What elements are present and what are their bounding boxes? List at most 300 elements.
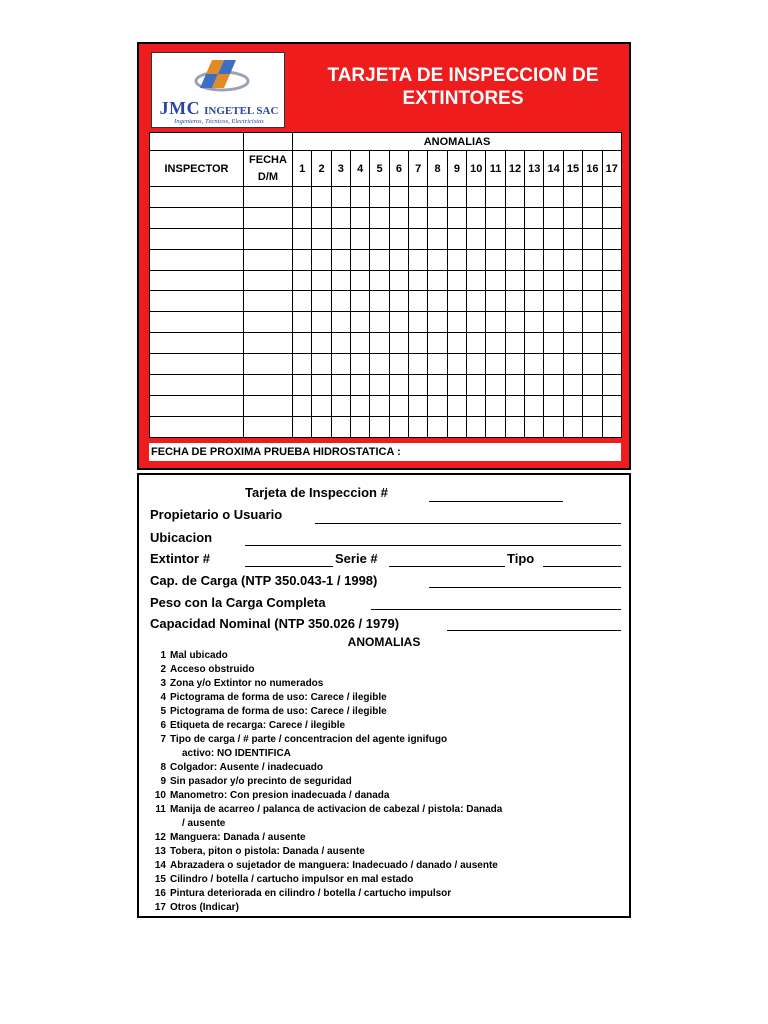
anomaly-cell[interactable]	[331, 375, 350, 396]
anomaly-cell[interactable]	[544, 270, 563, 291]
anomaly-cell[interactable]	[602, 395, 621, 416]
anomaly-cell[interactable]	[505, 416, 524, 437]
anomaly-cell[interactable]	[370, 228, 389, 249]
table-row	[150, 333, 622, 354]
anomaly-item-number	[150, 817, 170, 831]
anomaly-cell[interactable]	[312, 395, 331, 416]
anomaly-cell[interactable]	[312, 312, 331, 333]
anomaly-cell[interactable]	[486, 375, 505, 396]
anomaly-cell[interactable]	[583, 207, 602, 228]
anomaly-cell[interactable]	[544, 333, 563, 354]
anomaly-cell[interactable]	[486, 312, 505, 333]
anomaly-cell[interactable]	[563, 249, 582, 270]
anomaly-cell[interactable]	[467, 249, 486, 270]
anomaly-cell[interactable]	[293, 312, 312, 333]
anomaly-cell[interactable]	[602, 228, 621, 249]
anomaly-cell[interactable]	[486, 291, 505, 312]
anomaly-cell[interactable]	[293, 228, 312, 249]
anomaly-item-number: 15	[154, 874, 166, 885]
anomaly-cell[interactable]	[428, 187, 447, 208]
anomaly-cell[interactable]	[331, 291, 350, 312]
anomaly-cell[interactable]	[447, 249, 466, 270]
anomaly-cell[interactable]	[563, 395, 582, 416]
anomaly-cell[interactable]	[544, 354, 563, 375]
list-item	[150, 901, 620, 915]
anomaly-cell[interactable]	[389, 249, 408, 270]
anomaly-number-header: 17	[602, 151, 621, 187]
anomaly-cell[interactable]	[486, 333, 505, 354]
anomaly-cell[interactable]	[389, 312, 408, 333]
anomaly-cell[interactable]	[370, 291, 389, 312]
anomaly-cell[interactable]	[370, 270, 389, 291]
ubicacion-label: Ubicacion	[150, 530, 213, 545]
anomaly-cell[interactable]	[389, 375, 408, 396]
anomaly-cell[interactable]	[331, 249, 350, 270]
anomaly-cell[interactable]	[583, 354, 602, 375]
anomaly-number-header: 14	[544, 151, 563, 187]
anomaly-cell[interactable]	[602, 270, 621, 291]
anomaly-cell[interactable]	[563, 270, 582, 291]
anomaly-cell[interactable]	[409, 249, 428, 270]
inspector-cell[interactable]	[150, 395, 244, 416]
anomaly-cell[interactable]	[428, 291, 447, 312]
anomaly-cell[interactable]	[447, 375, 466, 396]
anomaly-cell[interactable]	[602, 333, 621, 354]
inspector-cell[interactable]	[150, 333, 244, 354]
inspector-cell[interactable]	[150, 270, 244, 291]
anomaly-cell[interactable]	[544, 207, 563, 228]
anomaly-item-number: 14	[154, 860, 166, 871]
anomaly-item-text: Manija de acarreo / palanca de activacion de cabezal / pistola: Danada	[170, 804, 503, 815]
anomaly-cell[interactable]	[467, 416, 486, 437]
anomaly-cell[interactable]	[389, 395, 408, 416]
inspector-cell[interactable]	[150, 207, 244, 228]
extintor-field-line[interactable]	[245, 566, 333, 567]
anomaly-cell[interactable]	[331, 416, 350, 437]
anomaly-cell[interactable]	[409, 375, 428, 396]
date-cell[interactable]	[244, 312, 293, 333]
anomaly-cell[interactable]	[467, 207, 486, 228]
anomaly-cell[interactable]	[293, 207, 312, 228]
anomaly-cell[interactable]	[467, 395, 486, 416]
table-row	[150, 249, 622, 270]
anomaly-cell[interactable]	[544, 395, 563, 416]
cap-carga-label: Cap. de Carga (NTP 350.043-1 / 1998)	[150, 573, 378, 588]
anomaly-cell[interactable]	[447, 207, 466, 228]
anomaly-cell[interactable]	[505, 291, 524, 312]
anomaly-cell[interactable]	[428, 354, 447, 375]
anomaly-cell[interactable]	[486, 249, 505, 270]
tarjeta-label: Tarjeta de Inspeccion #	[245, 485, 388, 500]
anomaly-cell[interactable]	[525, 416, 544, 437]
anomaly-cell[interactable]	[447, 354, 466, 375]
anomaly-cell[interactable]	[389, 354, 408, 375]
anomaly-cell[interactable]	[563, 187, 582, 208]
anomaly-cell[interactable]	[447, 187, 466, 208]
anomaly-cell[interactable]	[525, 333, 544, 354]
anomaly-cell[interactable]	[409, 333, 428, 354]
anomaly-cell[interactable]	[563, 354, 582, 375]
anomaly-cell[interactable]	[370, 187, 389, 208]
anomaly-cell[interactable]	[486, 395, 505, 416]
anomaly-number-header: 9	[447, 151, 466, 187]
anomaly-cell[interactable]	[293, 354, 312, 375]
anomaly-cell[interactable]	[409, 291, 428, 312]
date-cell[interactable]	[244, 228, 293, 249]
table-row	[150, 270, 622, 291]
anomaly-cell[interactable]	[525, 207, 544, 228]
anomaly-cell[interactable]	[312, 187, 331, 208]
anomaly-cell[interactable]	[351, 228, 370, 249]
anomaly-cell[interactable]	[370, 207, 389, 228]
anomaly-cell[interactable]	[293, 375, 312, 396]
anomaly-cell[interactable]	[505, 228, 524, 249]
anomaly-item-number: 17	[154, 902, 166, 913]
anomaly-cell[interactable]	[486, 207, 505, 228]
peso-label: Peso con la Carga Completa	[150, 595, 326, 610]
anomaly-cell[interactable]	[351, 207, 370, 228]
list-item	[150, 649, 620, 663]
anomaly-cell[interactable]	[351, 333, 370, 354]
anomaly-cell[interactable]	[525, 312, 544, 333]
anomaly-cell[interactable]	[563, 207, 582, 228]
anomaly-cell[interactable]	[331, 207, 350, 228]
anomaly-cell[interactable]	[505, 354, 524, 375]
logo-company-name	[152, 98, 286, 119]
inspector-cell[interactable]	[150, 354, 244, 375]
anomaly-cell[interactable]	[467, 187, 486, 208]
anomaly-cell[interactable]	[428, 416, 447, 437]
tipo-label: Tipo	[507, 551, 535, 566]
table-row	[150, 375, 622, 396]
anomaly-cell[interactable]	[447, 395, 466, 416]
date-cell[interactable]	[244, 333, 293, 354]
anomaly-cell[interactable]	[505, 312, 524, 333]
anomaly-cell[interactable]	[293, 416, 312, 437]
anomaly-item-number: 11	[155, 804, 166, 815]
anomaly-cell[interactable]	[583, 249, 602, 270]
anomaly-cell[interactable]	[409, 395, 428, 416]
anomaly-number-header: 4	[351, 151, 370, 187]
anomaly-cell[interactable]	[525, 291, 544, 312]
anomaly-cell[interactable]	[447, 416, 466, 437]
anomaly-cell[interactable]	[563, 312, 582, 333]
anomaly-cell[interactable]	[486, 354, 505, 375]
anomaly-cell[interactable]	[409, 416, 428, 437]
anomaly-cell[interactable]	[602, 312, 621, 333]
date-cell[interactable]	[244, 187, 293, 208]
anomaly-cell[interactable]	[544, 228, 563, 249]
anomaly-item-text: Tipo de carga / # parte / concentracion del agente ignifugo	[170, 734, 448, 745]
ubicacion-field-line[interactable]	[245, 545, 621, 546]
capacidad-field-line[interactable]	[447, 630, 621, 631]
fecha-header	[244, 151, 293, 187]
anomaly-cell[interactable]	[370, 416, 389, 437]
table-row	[150, 207, 622, 228]
anomaly-cell[interactable]	[351, 395, 370, 416]
anomaly-cell[interactable]	[293, 291, 312, 312]
anomaly-cell[interactable]	[583, 416, 602, 437]
anomaly-cell[interactable]	[525, 375, 544, 396]
anomaly-number-header: 8	[428, 151, 447, 187]
anomaly-cell[interactable]	[351, 312, 370, 333]
anomaly-cell[interactable]	[370, 333, 389, 354]
anomaly-cell[interactable]	[312, 291, 331, 312]
anomaly-cell[interactable]	[351, 416, 370, 437]
anomaly-cell[interactable]	[312, 333, 331, 354]
peso-field-line[interactable]	[371, 609, 621, 610]
anomaly-cell[interactable]	[583, 333, 602, 354]
anomaly-cell[interactable]	[331, 354, 350, 375]
anomaly-cell[interactable]	[602, 375, 621, 396]
anomaly-cell[interactable]	[351, 187, 370, 208]
anomaly-cell[interactable]	[312, 416, 331, 437]
anomaly-cell[interactable]	[409, 207, 428, 228]
anomaly-cell[interactable]	[505, 333, 524, 354]
fecha-header-line1: FECHA	[249, 153, 287, 166]
anomaly-cell[interactable]	[467, 354, 486, 375]
inspector-cell[interactable]	[150, 375, 244, 396]
anomaly-cell[interactable]	[486, 228, 505, 249]
anomaly-number-header: 3	[331, 151, 350, 187]
anomaly-cell[interactable]	[563, 375, 582, 396]
anomaly-cell[interactable]	[409, 270, 428, 291]
anomaly-cell[interactable]	[563, 333, 582, 354]
anomaly-cell[interactable]	[563, 416, 582, 437]
propietario-field-line[interactable]	[315, 523, 621, 524]
anomaly-item-text: Pintura deteriorada en cilindro / botella / cartucho impulsor	[170, 888, 452, 899]
anomaly-cell[interactable]	[544, 416, 563, 437]
anomaly-cell[interactable]	[389, 187, 408, 208]
anomaly-cell[interactable]	[428, 395, 447, 416]
anomaly-cell[interactable]	[602, 354, 621, 375]
anomaly-cell[interactable]	[583, 187, 602, 208]
anomaly-cell[interactable]	[602, 207, 621, 228]
anomaly-cell[interactable]	[409, 187, 428, 208]
anomaly-cell[interactable]	[467, 228, 486, 249]
anomaly-cell[interactable]	[293, 395, 312, 416]
anomaly-cell[interactable]	[447, 291, 466, 312]
anomaly-cell[interactable]	[505, 249, 524, 270]
anomaly-cell[interactable]	[428, 228, 447, 249]
anomaly-cell[interactable]	[544, 249, 563, 270]
tipo-field-line[interactable]	[543, 566, 621, 567]
date-cell[interactable]	[244, 270, 293, 291]
anomaly-cell[interactable]	[447, 312, 466, 333]
inspector-cell[interactable]	[150, 416, 244, 437]
anomaly-item-text: / ausente	[182, 818, 226, 829]
inspector-cell[interactable]	[150, 312, 244, 333]
anomaly-cell[interactable]	[312, 207, 331, 228]
list-item	[150, 719, 620, 733]
anomaly-cell[interactable]	[525, 270, 544, 291]
anomaly-cell[interactable]	[409, 312, 428, 333]
anomaly-item-text: Abrazadera o sujetador de manguera: Inadecuado / danado / ausente	[170, 860, 498, 871]
list-item	[150, 789, 620, 803]
anomaly-cell[interactable]	[467, 270, 486, 291]
inspector-cell[interactable]	[150, 249, 244, 270]
anomaly-number-header: 12	[505, 151, 524, 187]
anomaly-cell[interactable]	[563, 228, 582, 249]
date-cell[interactable]	[244, 416, 293, 437]
anomaly-cell[interactable]	[351, 249, 370, 270]
anomaly-cell[interactable]	[312, 228, 331, 249]
anomaly-item-text: Pictograma de forma de uso: Carece / ilegible	[170, 706, 387, 717]
date-cell[interactable]	[244, 395, 293, 416]
anomaly-cell[interactable]	[389, 416, 408, 437]
anomaly-cell[interactable]	[583, 228, 602, 249]
anomaly-cell[interactable]	[525, 395, 544, 416]
anomaly-cell[interactable]	[428, 375, 447, 396]
date-cell[interactable]	[244, 291, 293, 312]
anomaly-cell[interactable]	[505, 375, 524, 396]
anomaly-cell[interactable]	[293, 249, 312, 270]
anomaly-cell[interactable]	[428, 249, 447, 270]
inspection-table	[149, 132, 622, 438]
anomaly-item-text: Mal ubicado	[170, 650, 228, 661]
anomaly-cell[interactable]	[544, 291, 563, 312]
anomaly-cell[interactable]	[505, 395, 524, 416]
anomaly-cell[interactable]	[409, 354, 428, 375]
anomaly-cell[interactable]	[370, 354, 389, 375]
anomaly-cell[interactable]	[583, 312, 602, 333]
inspector-cell[interactable]	[150, 187, 244, 208]
anomaly-cell[interactable]	[293, 333, 312, 354]
anomaly-item-text: Acceso obstruido	[170, 664, 255, 675]
anomaly-cell[interactable]	[486, 270, 505, 291]
anomaly-cell[interactable]	[583, 395, 602, 416]
anomaly-cell[interactable]	[312, 270, 331, 291]
anomaly-cell[interactable]	[293, 187, 312, 208]
anomaly-cell[interactable]	[428, 333, 447, 354]
anomaly-cell[interactable]	[428, 270, 447, 291]
tarjeta-field-line[interactable]	[429, 501, 563, 502]
anomaly-number-header: 7	[409, 151, 428, 187]
date-cell[interactable]	[244, 249, 293, 270]
anomaly-number-header: 1	[293, 151, 312, 187]
date-cell[interactable]	[244, 375, 293, 396]
anomaly-cell[interactable]	[467, 333, 486, 354]
anomaly-cell[interactable]	[544, 375, 563, 396]
anomaly-cell[interactable]	[525, 354, 544, 375]
anomaly-cell[interactable]	[602, 291, 621, 312]
anomaly-item-number: 12	[154, 832, 166, 843]
anomaly-item-number: 1	[160, 650, 166, 661]
anomaly-cell[interactable]	[602, 187, 621, 208]
anomaly-cell[interactable]	[486, 416, 505, 437]
anomaly-cell[interactable]	[505, 207, 524, 228]
anomaly-cell[interactable]	[602, 249, 621, 270]
logo-name-small: INGETEL SAC	[204, 105, 279, 117]
anomaly-cell[interactable]	[312, 249, 331, 270]
table-row	[150, 312, 622, 333]
anomaly-item-text: Manguera: Danada / ausente	[170, 832, 306, 843]
anomaly-number-header: 16	[583, 151, 602, 187]
anomaly-cell[interactable]	[583, 375, 602, 396]
anomaly-cell[interactable]	[544, 312, 563, 333]
anomaly-cell[interactable]	[447, 270, 466, 291]
list-item	[150, 887, 620, 901]
anomaly-item-number: 8	[160, 762, 166, 773]
table-row	[150, 291, 622, 312]
anomaly-cell[interactable]	[370, 375, 389, 396]
anomaly-cell[interactable]	[389, 207, 408, 228]
anomaly-cell[interactable]	[312, 375, 331, 396]
date-cell[interactable]	[244, 354, 293, 375]
anomaly-cell[interactable]	[525, 187, 544, 208]
anomaly-cell[interactable]	[389, 291, 408, 312]
header-blank-date	[244, 133, 293, 151]
fecha-header-line2: D/M	[257, 170, 279, 183]
anomaly-item-text: Etiqueta de recarga: Carece / ilegible	[170, 720, 346, 731]
anomaly-cell[interactable]	[331, 333, 350, 354]
table-row	[150, 187, 622, 208]
anomaly-cell[interactable]	[544, 187, 563, 208]
anomaly-cell[interactable]	[505, 187, 524, 208]
anomaly-cell[interactable]	[428, 312, 447, 333]
anomaly-item-text: Otros (Indicar)	[170, 902, 239, 913]
anomaly-cell[interactable]	[583, 291, 602, 312]
serie-field-line[interactable]	[389, 566, 505, 567]
header-blank-inspector	[150, 133, 244, 151]
anomaly-cell[interactable]	[331, 312, 350, 333]
anomaly-cell[interactable]	[428, 207, 447, 228]
anomaly-cell[interactable]	[525, 228, 544, 249]
anomaly-cell[interactable]	[293, 270, 312, 291]
anomaly-item-text: Manometro: Con presion inadecuada / danada	[170, 790, 390, 801]
list-item	[150, 803, 620, 817]
anomaly-cell[interactable]	[602, 416, 621, 437]
anomaly-cell[interactable]	[312, 354, 331, 375]
anomaly-number-header: 2	[312, 151, 331, 187]
anomaly-cell[interactable]	[583, 270, 602, 291]
anomaly-cell[interactable]	[331, 187, 350, 208]
anomaly-cell[interactable]	[467, 312, 486, 333]
anomaly-cell[interactable]	[486, 187, 505, 208]
anomaly-cell[interactable]	[505, 270, 524, 291]
logo-tagline: Ingenieros, Técnicos, Electricistas	[174, 118, 264, 125]
anomaly-cell[interactable]	[331, 395, 350, 416]
anomaly-cell[interactable]	[389, 333, 408, 354]
anomaly-cell[interactable]	[409, 228, 428, 249]
anomaly-cell[interactable]	[467, 375, 486, 396]
anomaly-cell[interactable]	[563, 291, 582, 312]
anomaly-item-number: 7	[160, 734, 166, 745]
date-cell[interactable]	[244, 207, 293, 228]
anomaly-cell[interactable]	[447, 228, 466, 249]
anomaly-cell[interactable]	[370, 312, 389, 333]
anomaly-cell[interactable]	[331, 228, 350, 249]
anomaly-cell[interactable]	[525, 249, 544, 270]
cap-carga-field-line[interactable]	[429, 587, 621, 588]
list-item	[150, 761, 620, 775]
anomaly-cell[interactable]	[370, 395, 389, 416]
anomaly-cell[interactable]	[447, 333, 466, 354]
anomaly-cell[interactable]	[370, 249, 389, 270]
anomaly-cell[interactable]	[351, 354, 370, 375]
anomaly-cell[interactable]	[351, 270, 370, 291]
anomaly-cell[interactable]	[389, 270, 408, 291]
anomaly-cell[interactable]	[389, 228, 408, 249]
anomaly-cell[interactable]	[331, 270, 350, 291]
anomaly-cell[interactable]	[351, 291, 370, 312]
list-item	[150, 817, 620, 831]
inspector-cell[interactable]	[150, 228, 244, 249]
inspector-cell[interactable]	[150, 291, 244, 312]
anomaly-cell[interactable]	[467, 291, 486, 312]
anomaly-cell[interactable]	[351, 375, 370, 396]
list-item	[150, 859, 620, 873]
